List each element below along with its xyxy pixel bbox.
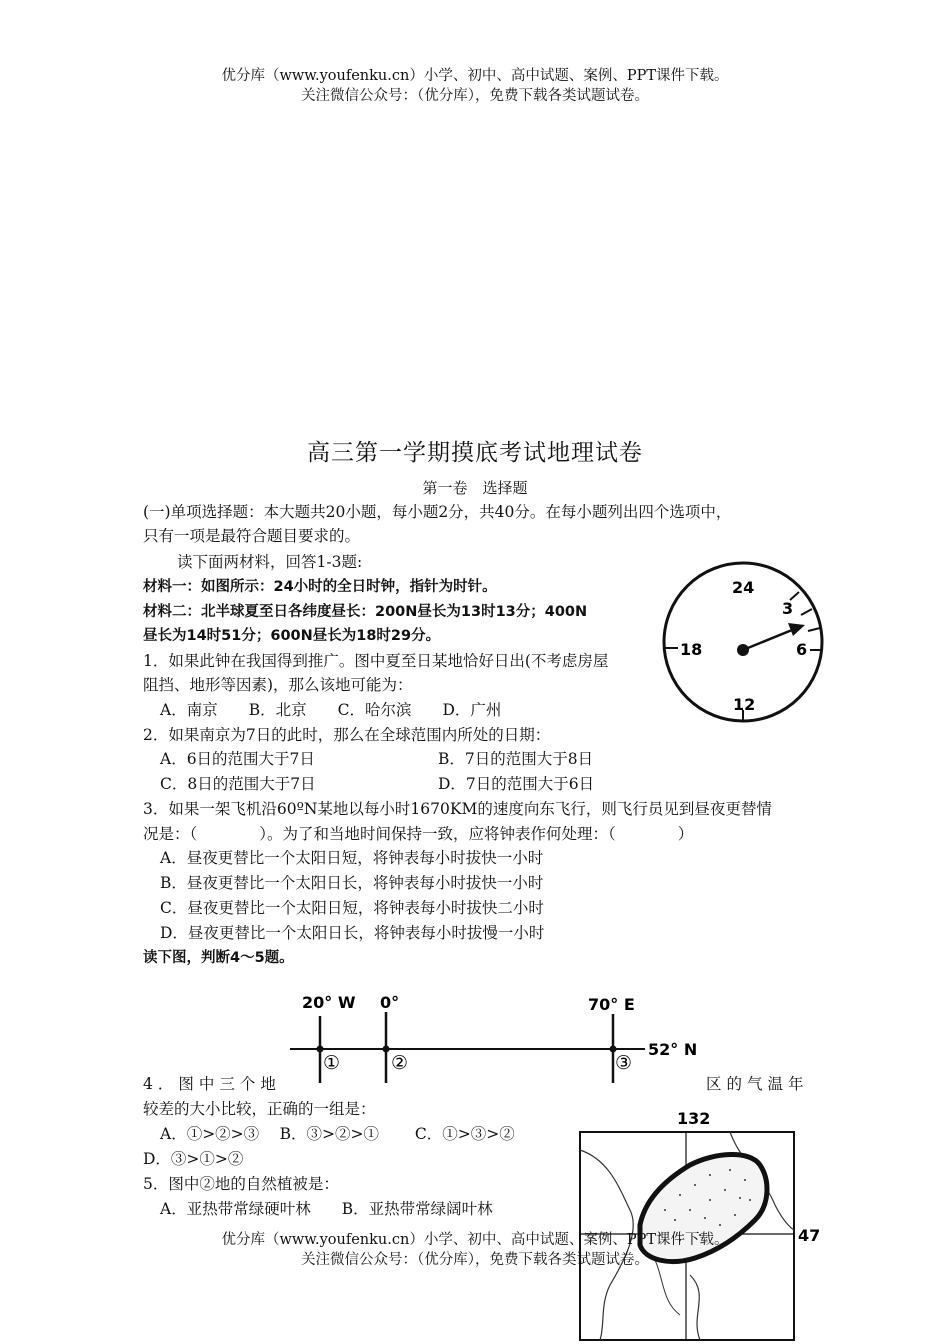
- clock-label-6: 6: [796, 640, 808, 659]
- question-3b: 况是：（ ）。为了和当地时间保持一致，应将钟表作何处理：（ ）: [143, 825, 694, 843]
- q5-options: A．亚热带常绿硬叶林 B．亚热带常绿阔叶林: [160, 1200, 493, 1218]
- question-1a: 1．如果此钟在我国得到推广。图中夏至日某地恰好日出(不考虑房屋: [143, 652, 609, 670]
- question-4b: 区的气温年: [706, 1075, 809, 1093]
- q2-option-a: A．6日的范围大于7日: [160, 750, 315, 768]
- clock-label-24: 24: [732, 578, 755, 597]
- q2-option-b: B．7日的范围大于8日: [438, 750, 594, 768]
- point-1: ①: [323, 1052, 341, 1074]
- footer-line-2: 关注微信公众号：（优分库），免费下载各类试题试卷。: [301, 1252, 649, 1268]
- read-prompt-2: 读下图，判断4～5题。: [143, 950, 294, 966]
- q4-options: A．①>②>③ B．③>②>① C．①>③>②: [160, 1125, 515, 1143]
- header-line-1: 优分库（www.youfenku.cn）小学、初中、高中试题、案例、PPT课件下载。: [221, 68, 729, 84]
- read-prompt-1: 读下面两材料，回答1-3题:: [177, 553, 363, 571]
- material-1: 材料一：如图所示：24小时的全日时钟，指针为时针。: [143, 579, 497, 595]
- question-2: 2．如果南京为7日的此时，那么在全球范围内所处的日期：: [143, 726, 551, 744]
- map-label-47: 47: [798, 1226, 821, 1245]
- q3-option-a: A．昼夜更替比一个太阳日短，将钟表每小时拔快一小时: [160, 849, 544, 867]
- q2-option-c: C．8日的范围大于7日: [160, 775, 316, 793]
- footer-line-1: 优分库（www.youfenku.cn）小学、初中、高中试题、案例、PPT课件下载。: [221, 1232, 729, 1248]
- instruction-line-2: 只有一项是最符合题目要求的。: [143, 527, 361, 545]
- question-4c: 较差的大小比较，正确的一组是：: [143, 1100, 376, 1118]
- question-3a: 3．如果一架飞机沿60ºN某地以每小时1670KM的速度向东飞行，则飞行员见到昼夜更替情: [143, 800, 772, 818]
- exam-title: 高三第一学期摸底考试地理试卷: [307, 440, 643, 466]
- question-1b: 阻挡、地形等因素)，那么该地可能为：: [143, 676, 413, 694]
- point-3: ③: [615, 1052, 633, 1074]
- clock-hand: [743, 630, 792, 650]
- q3-option-d: D．昼夜更替比一个太阳日长，将钟表每小时拔慢一小时: [160, 924, 545, 942]
- question-1-options: A．南京 B．北京 C．哈尔滨 D．广州: [160, 701, 502, 719]
- q4-option-d: D．③>①>②: [143, 1150, 244, 1168]
- question-4a: 4．图中三个地: [143, 1075, 281, 1093]
- clock-diagram: [660, 560, 835, 725]
- section-title: 第一卷 选择题: [422, 479, 528, 497]
- label-20w: 20° W: [302, 993, 356, 1012]
- label-70e: 70° E: [588, 995, 635, 1014]
- material-2a: 材料二：北半球夏至日各纬度昼长：200N昼长为13时13分；400N: [143, 604, 588, 620]
- clock-label-18: 18: [680, 640, 703, 659]
- instruction-line-1: (一)单项选择题：本大题共20小题，每小题2分，共40分。在每小题列出四个选项中，: [143, 503, 732, 521]
- q3-option-b: B．昼夜更替比一个太阳日长，将钟表每小时拔快一小时: [160, 874, 544, 892]
- q3-option-c: C．昼夜更替比一个太阳日短，将钟表每小时拔快二小时: [160, 899, 544, 917]
- longitude-diagram: [280, 988, 710, 1088]
- question-5: 5．图中②地的自然植被是：: [143, 1175, 339, 1193]
- clock-label-3: 3: [782, 599, 794, 618]
- clock-label-12: 12: [733, 695, 756, 714]
- material-2b: 昼长为14时51分；600N昼长为18时29分。: [143, 628, 441, 644]
- regional-map: [570, 1110, 830, 1344]
- point-2: ②: [391, 1052, 409, 1074]
- q2-option-d: D．7日的范围大于6日: [438, 775, 595, 793]
- label-0: 0°: [380, 993, 400, 1012]
- label-52n: 52° N: [648, 1040, 698, 1059]
- header-line-2: 关注微信公众号：（优分库），免费下载各类试题试卷。: [301, 88, 649, 104]
- map-label-132: 132: [677, 1110, 711, 1128]
